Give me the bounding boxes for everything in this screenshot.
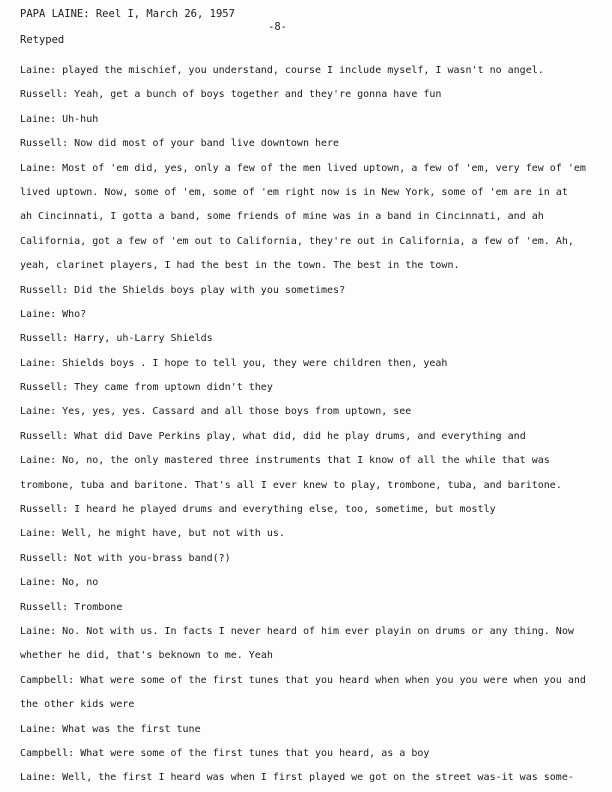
page-number: -8- [268,21,287,33]
transcript-line [20,303,602,327]
transcript-line [20,108,602,132]
transcript-line [20,474,602,498]
utterance-text: Who? [62,308,87,320]
speaker-label: Laine: [20,357,57,369]
utterance-text: California, got a few of 'em out to California, they're out in California, a few of 'em. Ah, [20,235,574,247]
speaker-label: Russell: [20,138,69,150]
transcript-line [20,59,602,83]
transcript-line [20,157,602,181]
transcript-line [20,498,602,522]
utterance-text: Shields boys . I hope to tell you, they were children then, yeah [62,357,448,369]
speaker-label: Russell: [20,430,69,442]
utterance-text: Now did most of your band live downtown here [74,138,340,150]
speaker-label: Campbell: [20,747,75,759]
utterance-text: whether he did, that's beknown to me. Yeah [20,650,273,662]
speaker-label: Russell: [20,382,69,394]
speaker-label: Campbell: [20,674,75,686]
speaker-label: Laine: [20,162,57,174]
utterance-text: Yes, yes, yes. Cassard and all those boys from uptown, see [62,406,412,418]
utterance-text: Uh-huh [62,113,99,125]
utterance-text: What were some of the first tunes that you heard when when you you were when you and [80,674,586,686]
utterance-text: Well, he might have, but not with us. [62,528,285,540]
transcript-line [20,449,602,473]
transcript-line [20,522,602,546]
speaker-label: Laine: [20,113,57,125]
utterance-text: Did the Shields boys play with you sometimes? [74,284,346,296]
speaker-label: Russell: [20,284,69,296]
document-header: PAPA LAINE: Reel I, March 26, 1957 [20,8,235,20]
transcript-line [20,669,602,693]
transcript-line [20,742,602,766]
transcript-line [20,376,602,400]
utterance-text: yeah, clarinet players, I had the best in the town. The best in the town. [20,260,460,272]
transcript-line [20,693,602,717]
utterance-text: ah Cincinnati, I gotta a band, some friends of mine was in a band in Cincinnati, and ah [20,211,544,223]
transcript-line [20,83,602,107]
utterance-text: lived uptown. Now, some of 'em, some of 'em right now is in New York, some of 'em are in at [20,186,568,198]
utterance-text: What was the first tune [62,723,201,735]
utterance-text: What did Dave Perkins play, what did, did he play drums, and everything and [74,430,526,442]
speaker-label: Laine: [20,406,57,418]
speaker-label: Laine: [20,625,57,637]
speaker-label: Laine: [20,455,57,467]
transcript-line [20,644,602,668]
retyped-note: Retyped [20,34,65,46]
utterance-text: They came from uptown didn't they [74,382,273,394]
utterance-text: What were some of the first tunes that you heard, as a boy [80,747,430,759]
transcript-line [20,400,602,424]
transcript-line [20,718,602,742]
transcript-line [20,620,602,644]
speaker-label: Russell: [20,89,69,101]
transcript-line [20,230,602,254]
speaker-label: Russell: [20,601,69,613]
speaker-label: Russell: [20,552,69,564]
utterance-text: the other kids were [20,699,135,711]
speaker-label: Laine: [20,308,57,320]
utterance-text: trombone, tuba and baritone. That's all I ever knew to play, trombone, tuba, and baritone. [20,479,562,491]
utterance-text: No, no, the only mastered three instruments that I know of all the while that was [62,455,550,467]
transcript-line [20,132,602,156]
transcript-line [20,547,602,571]
utterance-text: Trombone [74,601,123,613]
transcript-line [20,205,602,229]
speaker-label: Russell: [20,333,69,345]
transcript-line [20,279,602,303]
utterance-text: Yeah, get a bunch of boys together and they're gonna have fun [74,89,442,101]
utterance-text: Most of 'em did, yes, only a few of the men lived uptown, a few of 'em, very few of 'em [62,162,586,174]
utterance-text: No, no [62,577,99,589]
transcript-line [20,425,602,449]
transcript-line [20,327,602,351]
transcript-line [20,766,602,790]
speaker-label: Laine: [20,577,57,589]
transcript-line [20,596,602,620]
transcript-line [20,571,602,595]
utterance-text: Well, the first I heard was when I first played we got on the street was-it was some- [62,772,574,784]
utterance-text: Not with you-brass band(?) [74,552,231,564]
speaker-label: Laine: [20,528,57,540]
speaker-label: Laine: [20,772,57,784]
utterance-text: No. Not with us. In facts I never heard of him ever playin on drums or any thing. Now [62,625,574,637]
transcript-line [20,352,602,376]
utterance-text: played the mischief, you understand, course I include myself, I wasn't no angel. [62,65,544,76]
transcript-line [20,254,602,278]
utterance-text: Harry, uh-Larry Shields [74,333,213,345]
speaker-label: Russell: [20,504,69,516]
speaker-label: Laine: [20,723,57,735]
utterance-text: I heard he played drums and everything else, too, sometime, but mostly [74,504,496,516]
transcript-line [20,181,602,205]
transcript-body [20,59,602,791]
speaker-label: Laine: [20,65,57,76]
